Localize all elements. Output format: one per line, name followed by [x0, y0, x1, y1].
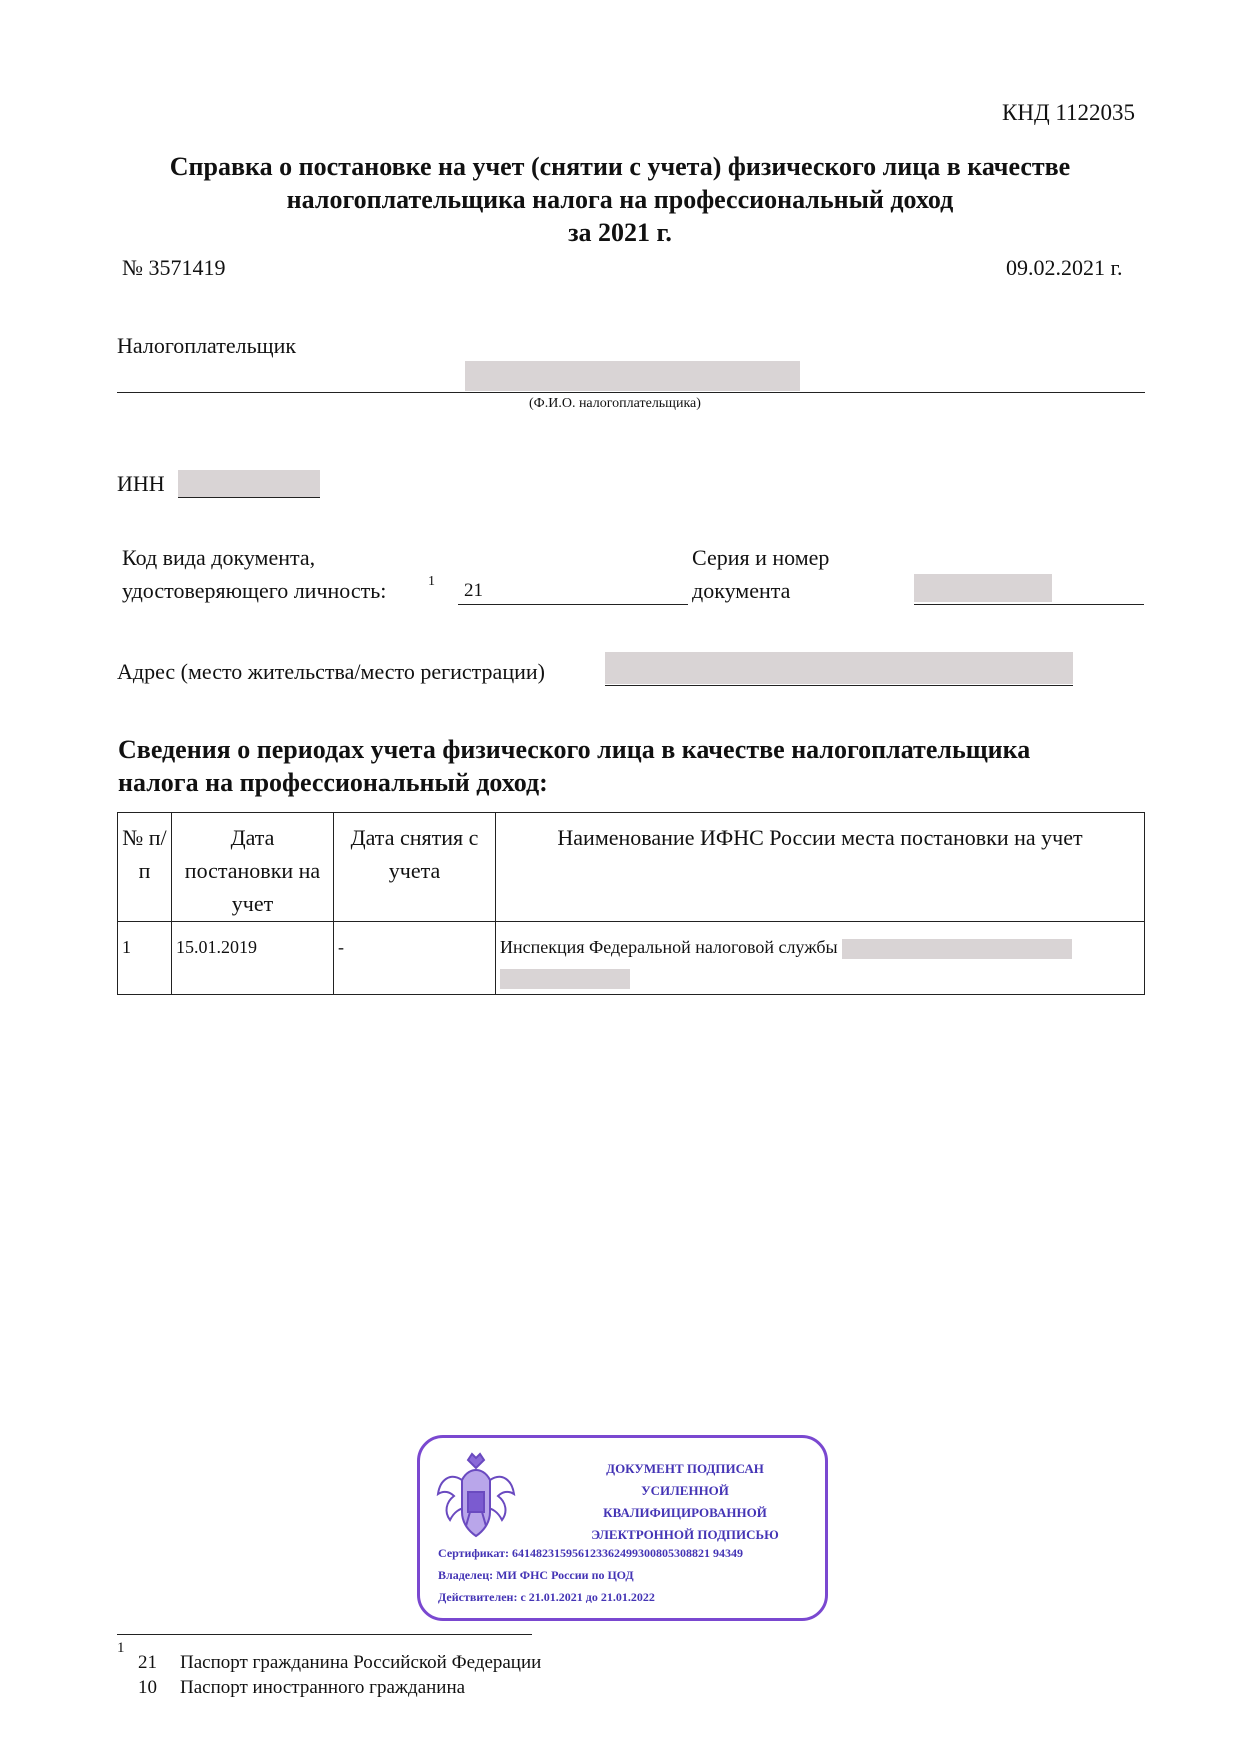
- taxpayer-underline: [117, 392, 1145, 393]
- cell-ifns-text: Инспекция Федеральной налоговой службы: [500, 937, 838, 957]
- stamp-owner: Владелец: МИ ФНС России по ЦОД: [438, 1568, 634, 1582]
- cell-reg-date: 15.01.2019: [172, 922, 334, 995]
- doc-code-label-1: Код вида документа,: [122, 545, 316, 570]
- doc-series-label-1: Серия и номер: [692, 545, 830, 570]
- document-number: № 3571419: [122, 255, 226, 280]
- table-header-row: [118, 813, 1145, 922]
- ifns-redacted-2: [500, 969, 630, 989]
- footnote-text-1: Паспорт гражданина Российской Федерации: [180, 1652, 542, 1673]
- table-row: [118, 922, 1145, 995]
- doc-code-underline: [458, 604, 688, 605]
- col-header-number: № п/п: [118, 813, 172, 922]
- ifns-redacted-1: [842, 939, 1072, 959]
- doc-code-label-2: удостоверяющего личность:: [122, 578, 387, 603]
- signature-stamp: [417, 1435, 828, 1621]
- doc-series-redacted: [914, 574, 1052, 602]
- footnote-code-2: 10: [138, 1677, 157, 1698]
- cell-ifns: [496, 922, 1145, 995]
- section-title: [118, 733, 1158, 799]
- address-redacted: [605, 652, 1073, 684]
- col-header-ifns: Наименование ИФНС России места постановки на учет: [496, 813, 1145, 922]
- stamp-head-1: ДОКУМЕНТ ПОДПИСАН: [606, 1461, 764, 1476]
- title-line-3: за 2021 г.: [568, 218, 672, 247]
- stamp-certificate: Сертификат: 641482315956123362499300805308821 94349: [438, 1546, 743, 1560]
- stamp-head-3: ЭЛЕКТРОННОЙ ПОДПИСЬЮ: [591, 1527, 779, 1542]
- taxpayer-label: Налогоплательщик: [117, 333, 297, 358]
- title-line-2: налогоплательщика налога на профессиональный доход: [286, 185, 954, 214]
- document-title: [100, 150, 1140, 249]
- stamp-valid: Действителен: с 21.01.2021 до 21.01.2022: [438, 1590, 655, 1604]
- cell-dereg-date: -: [334, 922, 496, 995]
- address-label: Адрес (место жительства/место регистрации): [117, 659, 545, 684]
- coat-of-arms-icon: [432, 1450, 520, 1546]
- inn-value-redacted: [178, 470, 320, 498]
- knd-code: КНД 1122035: [1002, 100, 1136, 125]
- footnote-mark: 1: [428, 574, 435, 589]
- footnote-separator: [117, 1634, 532, 1635]
- section-title-line-1: Сведения о периодах учета физического лица в качестве налогоплательщика: [118, 735, 1031, 764]
- document-date: 09.02.2021 г.: [1006, 255, 1123, 280]
- taxpayer-name-redacted: [465, 361, 800, 391]
- title-line-1: Справка о постановке на учет (снятии с учета) физического лица в качестве: [169, 152, 1071, 181]
- doc-series-underline: [914, 604, 1144, 605]
- footnote-number: 1: [117, 1640, 125, 1656]
- inn-label: ИНН: [117, 471, 165, 496]
- footnote-code-1: 21: [138, 1652, 157, 1673]
- periods-table: [117, 812, 1145, 995]
- address-underline: [605, 685, 1073, 686]
- footnote-text-2: Паспорт иностранного гражданина: [180, 1677, 466, 1698]
- stamp-head-2: УСИЛЕННОЙ КВАЛИФИЦИРОВАННОЙ: [603, 1483, 767, 1520]
- col-header-dereg-date: Дата снятия с учета: [334, 813, 496, 922]
- section-title-line-2: налога на профессиональный доход:: [118, 768, 548, 797]
- col-header-reg-date: Дата постановки на учет: [172, 813, 334, 922]
- taxpayer-caption: (Ф.И.О. налогоплательщика): [529, 396, 701, 411]
- inn-underline: [178, 497, 320, 498]
- stamp-heading: [560, 1458, 810, 1546]
- doc-series-label-2: документа: [692, 578, 791, 603]
- doc-code-value: 21: [464, 580, 483, 601]
- cell-number: 1: [118, 922, 172, 995]
